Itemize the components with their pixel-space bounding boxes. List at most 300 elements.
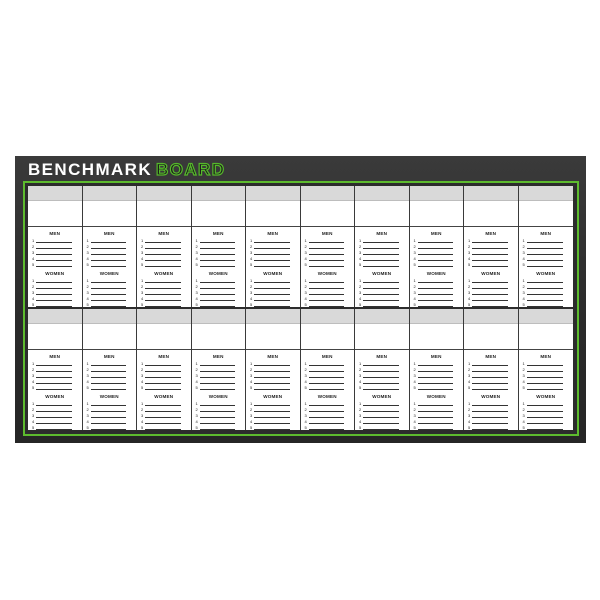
column-header-cell[interactable] (83, 309, 137, 324)
women-rank-line[interactable] (468, 289, 514, 295)
rank-number: 4 (522, 256, 525, 261)
women-rank-line[interactable] (196, 406, 242, 412)
write-line (418, 302, 454, 307)
men-rank-line[interactable] (32, 366, 78, 372)
women-rank-line[interactable] (87, 295, 133, 301)
men-rank-line[interactable] (32, 378, 78, 384)
women-rank-line[interactable] (523, 406, 570, 412)
women-rank-line[interactable] (359, 277, 405, 283)
women-rank-line[interactable] (359, 406, 405, 412)
women-rank-line[interactable] (414, 295, 460, 301)
women-rank-line[interactable] (468, 277, 514, 283)
women-rank-line[interactable] (305, 406, 351, 412)
women-rank-line[interactable] (141, 424, 187, 430)
men-rank-line[interactable] (250, 237, 296, 243)
men-rank-line[interactable] (141, 255, 187, 261)
men-rank-line[interactable] (32, 255, 78, 261)
women-rank-line[interactable] (32, 424, 78, 430)
rank-number: 3 (195, 250, 198, 255)
women-rank-line[interactable] (87, 289, 133, 295)
men-rank-line[interactable] (359, 366, 405, 372)
column-header-cell[interactable] (519, 309, 574, 324)
women-rank-line[interactable] (359, 424, 405, 430)
section-spacer (196, 390, 242, 392)
write-line (200, 413, 236, 418)
men-rank-line[interactable] (87, 249, 133, 255)
women-rank-line[interactable] (414, 418, 460, 424)
rank-number: 5 (195, 262, 198, 267)
women-rank-line[interactable] (468, 418, 514, 424)
men-rank-line[interactable] (196, 384, 242, 390)
benchmark-column (83, 309, 138, 430)
rank-number: 3 (250, 290, 253, 295)
men-rank-line[interactable] (359, 237, 405, 243)
women-rank-line[interactable] (305, 301, 351, 307)
men-rank-line[interactable] (523, 255, 570, 261)
men-rank-line[interactable] (359, 378, 405, 384)
column-header-cell[interactable] (519, 186, 574, 201)
women-rank-line[interactable] (87, 277, 133, 283)
men-rank-line[interactable] (196, 378, 242, 384)
women-rank-line[interactable] (359, 283, 405, 289)
workout-name-cell[interactable] (28, 324, 82, 350)
men-rank-line[interactable] (468, 366, 514, 372)
write-line (254, 250, 290, 255)
men-rank-line[interactable] (523, 378, 570, 384)
rank-number: 4 (413, 256, 416, 261)
write-line (91, 413, 127, 418)
men-rank-line[interactable] (468, 249, 514, 255)
men-rank-line[interactable] (414, 384, 460, 390)
write-line (145, 367, 181, 372)
column-header-cell[interactable] (192, 309, 246, 324)
women-label: WOMEN (536, 271, 556, 276)
workout-name-cell[interactable] (246, 201, 300, 227)
women-rank-line[interactable] (141, 277, 187, 283)
workout-name-cell[interactable] (301, 324, 355, 350)
women-rank-line[interactable] (250, 406, 296, 412)
rank-number: 4 (250, 296, 253, 301)
men-rank-line[interactable] (141, 237, 187, 243)
men-rank-line[interactable] (141, 243, 187, 249)
women-rank-line[interactable] (305, 289, 351, 295)
write-line (363, 419, 399, 424)
men-rank-line[interactable] (250, 255, 296, 261)
men-rank-line[interactable] (87, 261, 133, 267)
men-rank-line[interactable] (141, 366, 187, 372)
rank-number: 4 (468, 379, 471, 384)
column-header-cell[interactable] (192, 186, 246, 201)
men-rank-line[interactable] (87, 384, 133, 390)
men-label: MEN (267, 354, 279, 359)
column-header-cell[interactable] (301, 309, 355, 324)
workout-name-cell[interactable] (464, 201, 518, 227)
women-rank-line[interactable] (196, 424, 242, 430)
write-line (309, 401, 345, 406)
women-rank-line[interactable] (196, 283, 242, 289)
women-rank-line[interactable] (414, 277, 460, 283)
men-rank-line[interactable] (305, 366, 351, 372)
column-header-cell[interactable] (410, 186, 464, 201)
men-rank-line[interactable] (32, 372, 78, 378)
write-line (200, 238, 236, 243)
women-rank-line[interactable] (305, 418, 351, 424)
rank-number: 1 (32, 238, 35, 243)
men-rank-line[interactable] (468, 378, 514, 384)
men-rank-line[interactable] (141, 360, 187, 366)
women-rank-line[interactable] (87, 283, 133, 289)
men-rank-line[interactable] (250, 243, 296, 249)
women-rank-line[interactable] (32, 277, 78, 283)
men-rank-line[interactable] (414, 255, 460, 261)
men-rank-line[interactable] (414, 249, 460, 255)
women-rank-line[interactable] (87, 406, 133, 412)
workout-name-cell[interactable] (301, 201, 355, 227)
rank-number: 2 (468, 244, 471, 249)
column-header-cell[interactable] (355, 309, 409, 324)
rank-number: 2 (304, 407, 307, 412)
workout-name-cell[interactable] (246, 324, 300, 350)
men-rank-line[interactable] (305, 249, 351, 255)
men-rank-line[interactable] (32, 360, 78, 366)
rank-number: 4 (304, 379, 307, 384)
workout-name-cell[interactable] (192, 201, 246, 227)
rank-number: 2 (250, 284, 253, 289)
men-rank-line[interactable] (305, 261, 351, 267)
women-rank-line[interactable] (141, 412, 187, 418)
workout-name-cell[interactable] (192, 324, 246, 350)
write-line (36, 250, 72, 255)
workout-name-cell[interactable] (355, 324, 409, 350)
women-rank-line[interactable] (87, 424, 133, 430)
men-rank-line[interactable] (523, 261, 570, 267)
women-rank-line[interactable] (141, 289, 187, 295)
men-rank-line[interactable] (250, 249, 296, 255)
women-rank-line[interactable] (87, 412, 133, 418)
women-rank-line[interactable] (523, 424, 570, 430)
men-rank-line[interactable] (468, 261, 514, 267)
men-rank-line[interactable] (305, 384, 351, 390)
write-line (363, 290, 399, 295)
rank-number: 1 (522, 278, 525, 283)
women-rank-line[interactable] (141, 295, 187, 301)
men-rank-line[interactable] (141, 384, 187, 390)
men-rank-line[interactable] (414, 366, 460, 372)
women-rank-line[interactable] (250, 283, 296, 289)
workout-name-cell[interactable] (137, 201, 191, 227)
write-line (254, 407, 290, 412)
women-rank-line[interactable] (414, 400, 460, 406)
women-rank-line[interactable] (32, 418, 78, 424)
women-rank-line[interactable] (523, 289, 570, 295)
women-rank-line[interactable] (32, 283, 78, 289)
write-line (418, 385, 454, 390)
workout-name-cell[interactable] (519, 324, 574, 350)
women-rank-line[interactable] (359, 301, 405, 307)
women-rank-line[interactable] (523, 418, 570, 424)
men-label: MEN (540, 354, 552, 359)
rank-number: 2 (195, 367, 198, 372)
women-rank-line[interactable] (141, 418, 187, 424)
column-header-cell[interactable] (246, 309, 300, 324)
men-rank-line[interactable] (305, 378, 351, 384)
men-rank-line[interactable] (523, 243, 570, 249)
workout-name-cell[interactable] (355, 201, 409, 227)
men-rank-line[interactable] (141, 378, 187, 384)
write-line (91, 290, 127, 295)
men-rank-line[interactable] (359, 261, 405, 267)
men-rank-line[interactable] (250, 384, 296, 390)
women-rank-line[interactable] (523, 400, 570, 406)
men-rank-line[interactable] (359, 243, 405, 249)
rank-number: 3 (195, 413, 198, 418)
column-header-cell[interactable] (137, 186, 191, 201)
leaderboard-body (83, 227, 137, 307)
women-rank-line[interactable] (468, 295, 514, 301)
men-rank-line[interactable] (414, 243, 460, 249)
column-header-cell[interactable] (410, 309, 464, 324)
women-rank-line[interactable] (468, 400, 514, 406)
column-header-cell[interactable] (301, 186, 355, 201)
women-rank-line[interactable] (141, 400, 187, 406)
women-rank-line[interactable] (468, 406, 514, 412)
women-rank-line[interactable] (414, 406, 460, 412)
women-rank-line[interactable] (196, 295, 242, 301)
men-rank-line[interactable] (359, 249, 405, 255)
column-header-cell[interactable] (464, 186, 518, 201)
men-rank-line[interactable] (250, 372, 296, 378)
women-rank-line[interactable] (32, 400, 78, 406)
men-rank-line[interactable] (196, 255, 242, 261)
women-rank-line[interactable] (414, 289, 460, 295)
women-rank-line[interactable] (414, 301, 460, 307)
men-rank-line[interactable] (196, 237, 242, 243)
men-rank-line[interactable] (414, 261, 460, 267)
section-spacer (414, 390, 460, 392)
column-header-cell[interactable] (28, 186, 82, 201)
rank-number: 3 (468, 250, 471, 255)
men-rank-line[interactable] (359, 384, 405, 390)
men-rank-line[interactable] (141, 372, 187, 378)
workout-name-cell[interactable] (464, 324, 518, 350)
men-rank-line[interactable] (87, 243, 133, 249)
women-rank-line[interactable] (250, 400, 296, 406)
rank-number: 4 (141, 379, 144, 384)
women-rank-line[interactable] (359, 295, 405, 301)
women-rank-line[interactable] (196, 277, 242, 283)
write-line (472, 379, 508, 384)
men-rank-line[interactable] (359, 255, 405, 261)
write-line (418, 290, 454, 295)
rank-number: 1 (195, 361, 198, 366)
women-rank-line[interactable] (32, 295, 78, 301)
men-rank-line[interactable] (87, 237, 133, 243)
women-rank-line[interactable] (87, 400, 133, 406)
women-rank-line[interactable] (414, 412, 460, 418)
men-rank-line[interactable] (523, 366, 570, 372)
women-rank-line[interactable] (305, 277, 351, 283)
men-rank-line[interactable] (87, 255, 133, 261)
men-rank-line[interactable] (87, 372, 133, 378)
women-rank-line[interactable] (32, 301, 78, 307)
women-rank-line[interactable] (468, 424, 514, 430)
rank-number: 5 (250, 385, 253, 390)
women-rank-line[interactable] (32, 289, 78, 295)
men-rank-line[interactable] (141, 249, 187, 255)
women-rank-line[interactable] (196, 418, 242, 424)
men-rank-line[interactable] (32, 384, 78, 390)
workout-name-cell[interactable] (410, 201, 464, 227)
women-rank-line[interactable] (305, 424, 351, 430)
men-label: MEN (485, 354, 497, 359)
men-rank-line[interactable] (523, 237, 570, 243)
column-header-cell[interactable] (83, 186, 137, 201)
women-rank-line[interactable] (305, 295, 351, 301)
workout-name-cell[interactable] (519, 201, 574, 227)
men-rank-line[interactable] (468, 237, 514, 243)
column-header-cell[interactable] (464, 309, 518, 324)
women-rank-line[interactable] (250, 424, 296, 430)
men-rank-line[interactable] (523, 249, 570, 255)
write-line (200, 367, 236, 372)
men-rank-line[interactable] (141, 261, 187, 267)
rank-number: 4 (359, 379, 362, 384)
write-line (36, 401, 72, 406)
women-label: WOMEN (317, 271, 337, 276)
women-rank-line[interactable] (141, 283, 187, 289)
women-rank-line[interactable] (468, 283, 514, 289)
women-rank-line[interactable] (87, 418, 133, 424)
women-rank-line[interactable] (250, 289, 296, 295)
rank-number: 4 (468, 256, 471, 261)
men-rank-line[interactable] (305, 360, 351, 366)
women-rank-line[interactable] (141, 406, 187, 412)
write-line (527, 419, 564, 424)
write-line (418, 367, 454, 372)
women-rank-line[interactable] (523, 277, 570, 283)
men-rank-line[interactable] (414, 360, 460, 366)
rank-number: 2 (413, 244, 416, 249)
column-header-cell[interactable] (137, 309, 191, 324)
column-header-cell[interactable] (246, 186, 300, 201)
men-rank-line[interactable] (87, 360, 133, 366)
benchmark-column (519, 309, 574, 430)
women-rank-line[interactable] (32, 412, 78, 418)
men-rank-line[interactable] (32, 243, 78, 249)
men-rank-line[interactable] (414, 372, 460, 378)
women-rank-line[interactable] (250, 277, 296, 283)
women-rank-line[interactable] (196, 301, 242, 307)
women-rank-line[interactable] (523, 301, 570, 307)
men-rank-line[interactable] (523, 372, 570, 378)
write-line (363, 262, 399, 267)
women-rank-line[interactable] (359, 412, 405, 418)
women-rank-line[interactable] (468, 412, 514, 418)
men-rank-line[interactable] (359, 372, 405, 378)
men-rank-line[interactable] (523, 360, 570, 366)
rank-number: 2 (86, 244, 89, 249)
men-rank-line[interactable] (414, 237, 460, 243)
women-rank-line[interactable] (250, 295, 296, 301)
column-header-cell[interactable] (28, 309, 82, 324)
workout-name-cell[interactable] (83, 201, 137, 227)
men-rank-line[interactable] (250, 360, 296, 366)
column-header-cell[interactable] (355, 186, 409, 201)
men-rank-line[interactable] (32, 237, 78, 243)
men-rank-line[interactable] (305, 243, 351, 249)
women-rank-line[interactable] (359, 418, 405, 424)
men-rank-line[interactable] (196, 249, 242, 255)
men-rank-line[interactable] (250, 378, 296, 384)
men-rank-line[interactable] (305, 255, 351, 261)
men-rank-line[interactable] (87, 366, 133, 372)
men-rank-line[interactable] (32, 249, 78, 255)
workout-name-cell[interactable] (28, 201, 82, 227)
women-rank-line[interactable] (250, 418, 296, 424)
women-rank-line[interactable] (305, 283, 351, 289)
women-rank-line[interactable] (359, 289, 405, 295)
men-rank-line[interactable] (468, 243, 514, 249)
men-rank-line[interactable] (468, 255, 514, 261)
workout-name-cell[interactable] (410, 324, 464, 350)
men-rank-line[interactable] (414, 378, 460, 384)
women-rank-line[interactable] (305, 412, 351, 418)
women-rank-line[interactable] (414, 424, 460, 430)
women-rank-line[interactable] (414, 283, 460, 289)
men-rank-line[interactable] (196, 366, 242, 372)
men-rank-line[interactable] (87, 378, 133, 384)
men-rank-line[interactable] (250, 261, 296, 267)
men-rank-line[interactable] (468, 372, 514, 378)
men-rank-line[interactable] (468, 360, 514, 366)
women-rank-line[interactable] (250, 301, 296, 307)
women-rank-line[interactable] (523, 295, 570, 301)
men-rank-line[interactable] (359, 360, 405, 366)
workout-name-cell[interactable] (83, 324, 137, 350)
rank-number: 1 (250, 278, 253, 283)
women-rank-line[interactable] (359, 400, 405, 406)
men-rank-line[interactable] (32, 261, 78, 267)
rank-number: 4 (522, 419, 525, 424)
men-rank-line[interactable] (196, 261, 242, 267)
workout-name-cell[interactable] (137, 324, 191, 350)
women-rank-line[interactable] (87, 301, 133, 307)
write-line (145, 413, 181, 418)
men-rank-line[interactable] (250, 366, 296, 372)
leaderboard-body (137, 350, 191, 430)
leaderboard-body (355, 227, 409, 307)
women-rank-line[interactable] (196, 412, 242, 418)
men-rank-line[interactable] (196, 360, 242, 366)
women-rank-line[interactable] (523, 412, 570, 418)
women-rank-line[interactable] (468, 301, 514, 307)
women-rank-line[interactable] (305, 400, 351, 406)
women-rank-line[interactable] (32, 406, 78, 412)
rank-number: 4 (141, 419, 144, 424)
women-rank-line[interactable] (523, 283, 570, 289)
men-rank-line[interactable] (196, 372, 242, 378)
men-rank-line[interactable] (305, 372, 351, 378)
rank-number: 3 (141, 250, 144, 255)
women-rank-line[interactable] (250, 412, 296, 418)
men-rank-line[interactable] (305, 237, 351, 243)
women-rank-line[interactable] (196, 289, 242, 295)
men-rank-line[interactable] (196, 243, 242, 249)
women-rank-line[interactable] (196, 400, 242, 406)
men-rank-line[interactable] (468, 384, 514, 390)
men-rank-line[interactable] (523, 384, 570, 390)
women-rank-line[interactable] (141, 301, 187, 307)
